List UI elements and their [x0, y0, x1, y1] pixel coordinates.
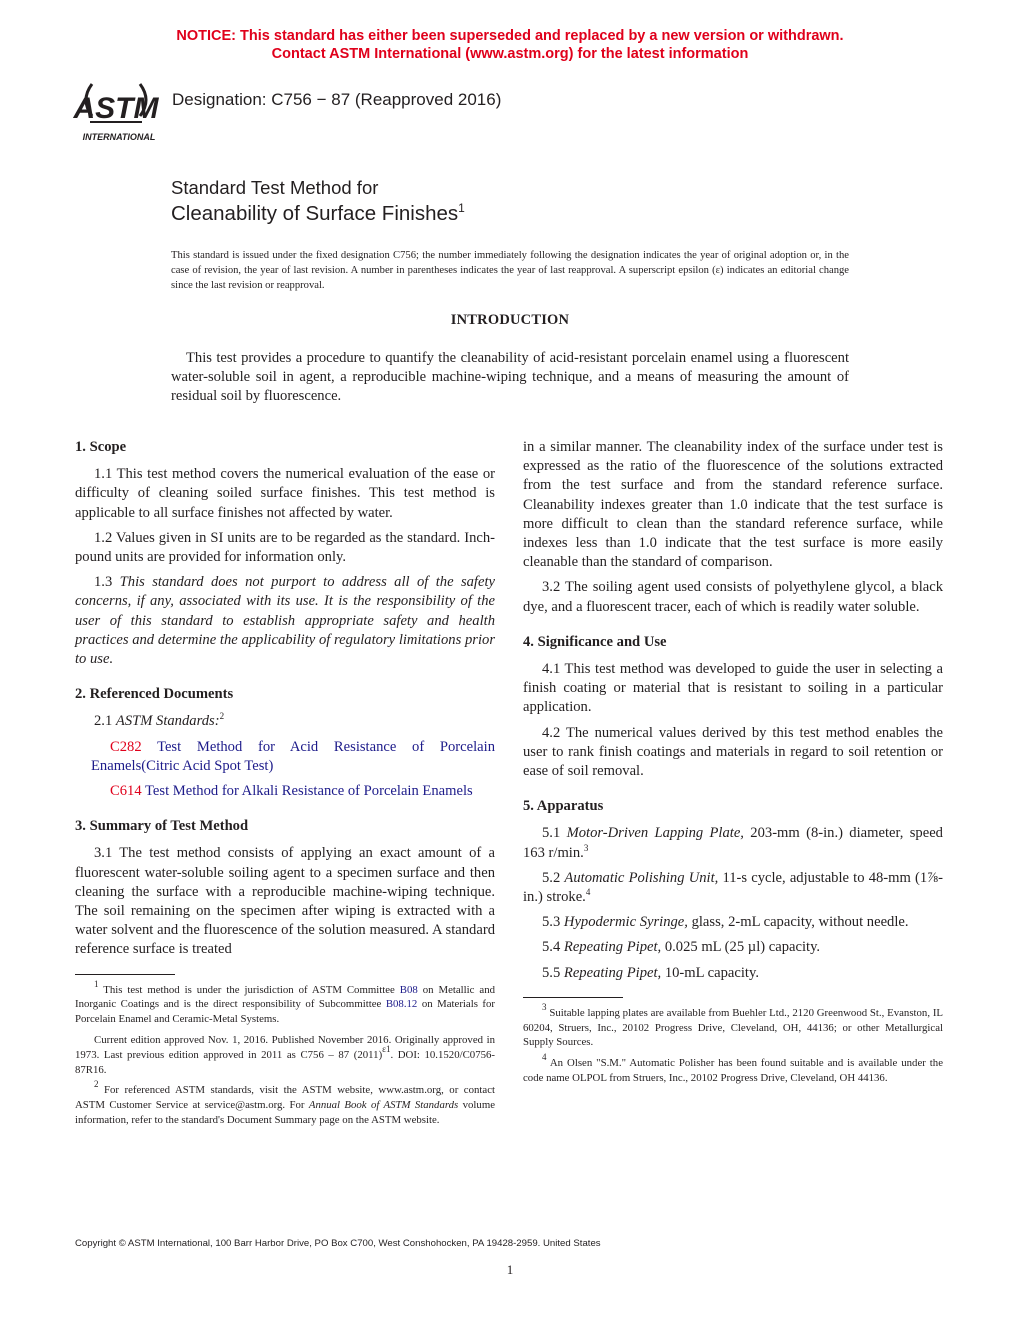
- reference-c282[interactable]: [75, 738, 495, 776]
- para-1-3: [75, 573, 495, 669]
- copyright-line: Copyright © ASTM International, 100 Barr Harbor Drive, PO Box C700, West Conshohocken, PA 19428-2959. United States: [75, 1238, 601, 1249]
- right-column: [523, 438, 943, 1092]
- logo-wordmark: ASTM: [73, 92, 159, 125]
- footnote-mark-4: 4: [585, 887, 591, 898]
- fn3-mark: 3: [542, 1001, 547, 1012]
- footnote-edition: [75, 1033, 495, 1077]
- section-1-heading: 1. Scope: [75, 439, 127, 455]
- issued-note: This standard is issued under the fixed designation C756; the number immediately following the designation indicates the year of original adoption or, in the case of revision, the year of last revision. A number in parentheses indicates the year of last reapproval. A superscript epsilon (ε) indicates an editorial change since the last revision or reapproval.: [171, 250, 849, 291]
- footnote-1: [75, 978, 496, 1027]
- item-num: 5.1: [542, 825, 561, 842]
- item-num: 5.4: [542, 939, 561, 956]
- apparatus-item-5-5: [523, 964, 943, 983]
- edition-doi: . DOI: 10.1520/C0756-87R16.: [75, 1048, 495, 1076]
- para-4-1: 4.1 This test method was developed to guide the user in selecting a finish coating or material that is resistant to soiling in a particular application.: [523, 661, 943, 716]
- item-text: 0.025 mL (25 µl) capacity.: [664, 939, 821, 956]
- fn1-text-a: This test method is under the jurisdiction of ASTM Committee: [103, 983, 395, 996]
- item-text: 203-mm (8-in.) diameter, speed 163 r/min.: [523, 825, 943, 861]
- section-5-heading: 5. Apparatus: [523, 798, 604, 815]
- fn2-annual-book: Annual Book of ASTM Standards: [308, 1099, 459, 1112]
- apparatus-item-5-2: [523, 869, 943, 907]
- para-1-1: 1.1 This test method covers the numerical evaluation of the ease or difficulty of cleaning soiled surface finishes. This test method is applicable to all surface finishes not affected by water.: [75, 466, 495, 521]
- committee-b08-link[interactable]: B08: [399, 983, 418, 996]
- subcommittee-b0812-link[interactable]: B08.12: [385, 998, 418, 1011]
- fn4-text: An Olsen "S.M." Automatic Polisher has been found suitable and is available under the code name OLPOL from Struers, Inc., 20102 Progress Drive, Cleveland, OH 44136.: [523, 1057, 943, 1085]
- introduction-heading: INTRODUCTION: [450, 312, 570, 328]
- apparatus-item-5-1: [523, 824, 943, 862]
- para-4-2: 4.2 The numerical values derived by this test method enables the user to rank finish coatings and materials in regard to soil retention or ease of soil removal.: [523, 724, 943, 780]
- section-2-heading: 2. Referenced Documents: [75, 686, 234, 703]
- para-1-3-num: 1.3: [94, 574, 113, 591]
- fn2-mark: 2: [94, 1079, 99, 1090]
- item-name: Motor-Driven Lapping Plate,: [566, 825, 744, 842]
- reference-code[interactable]: C614: [110, 783, 142, 800]
- item-text: 10-mL capacity.: [664, 964, 759, 981]
- para-3-1: 3.1 The test method consists of applying an exact amount of a fluorescent water-soluble soiling agent to a specimen surface and then cleaning the surface with a reproducible machine-wiping technique. The soil remaining on the specimen after wiping is extracted with a water solvent and the fluorescence of the solution measured. A standard reference surface is treated: [75, 845, 495, 958]
- apparatus-item-5-4: [523, 938, 943, 957]
- para-3-2: 3.2 The soiling agent used consists of polyethylene glycol, a black dye, and a fluorescent tracer, each of which is readily water soluble.: [523, 579, 943, 615]
- para-2-1: [75, 712, 495, 731]
- apparatus-item-5-3: [523, 913, 943, 932]
- page-number: 1: [506, 1262, 514, 1277]
- item-text: glass, 2-mL capacity, without needle.: [691, 914, 909, 931]
- item-name: Repeating Pipet,: [563, 939, 662, 956]
- fn4-mark: 4: [542, 1052, 547, 1063]
- left-column: [75, 438, 495, 1134]
- reference-code[interactable]: C282: [110, 738, 142, 755]
- title-footnote-mark: 1: [458, 201, 465, 215]
- item-num: 5.3: [542, 914, 561, 931]
- para-2-1-num: 2.1: [94, 713, 113, 730]
- introduction-body: This test provides a procedure to quantify the cleanability of acid-resistant porcelain enamel using a fluorescent water-soluble soil in agent, a reproducible machine-wiping technique, and a means of measuring the amount of residual soil by fluorescence.: [171, 350, 849, 405]
- designation: Designation: C756 − 87 (Reapproved 2016): [172, 90, 502, 109]
- item-num: 5.2: [542, 869, 561, 886]
- fn2-text-a: For referenced ASTM standards, visit the ASTM website, www.astm.org, or contact ASTM Customer Service at service@astm.org. For: [75, 1084, 495, 1112]
- item-name: Repeating Pipet,: [563, 964, 662, 981]
- reference-c614[interactable]: [75, 782, 495, 801]
- fn1-mark: 1: [94, 978, 99, 989]
- document-title: [171, 175, 465, 227]
- notice-line-1: NOTICE: This standard has either been superseded and replaced by a new version or withdrawn.: [176, 28, 844, 44]
- para-1-3-text: This standard does not purport to address all of the safety concerns, if any, associated with its use. It is the responsibility of the user of this standard to establish appropriate safety and health practices and determine the applicability of regulatory limitations prior to use.: [75, 574, 495, 668]
- title-line-2: [171, 201, 465, 227]
- fn2-text-b: volume information, refer to the standard's Document Summary page on the ASTM website.: [75, 1099, 496, 1127]
- footnote-3: [523, 1001, 944, 1050]
- astm-logo-icon: [72, 72, 164, 144]
- edition-epsilon-mark: ε1: [382, 1043, 391, 1054]
- footnote-mark-3: 3: [583, 842, 589, 853]
- fn1-text-c: on Materials for Porcelain Enamel and Ceramic-Metal Systems.: [75, 998, 496, 1026]
- item-text: 11-s cycle, adjustable to 48-mm (1⅞-in.) stroke.: [523, 869, 943, 906]
- item-name: Automatic Polishing Unit,: [564, 869, 719, 886]
- section-4-heading: 4. Significance and Use: [523, 633, 667, 650]
- supersede-notice: [0, 27, 1020, 63]
- para-3-1-continued: in a similar manner. The cleanability index of the surface under test is expressed as the ratio of the fluorescence of the solutions extracted from the test surface and from the standard reference surface. Cleanability indexes greater than 1.0 indicate that the test surface is more difficult to clean than the standard reference surface, while indexes less than 1.0 indicate that the test surface is more easily cleanable than the standard of comparison.: [523, 439, 943, 571]
- edition-text: Current edition approved Nov. 1, 2016. Published November 2016. Originally approved in 1973. Last previous edition approved in 2011 as C756 – 87 (2011): [75, 1034, 495, 1061]
- footnote-mark-2: 2: [219, 711, 225, 722]
- footnote-divider: [75, 974, 175, 975]
- title-text: Cleanability of Surface Finishes: [171, 202, 459, 225]
- item-name: Hypodermic Syringe,: [563, 914, 688, 931]
- notice-line-2: Contact ASTM International (www.astm.org) for the latest information: [271, 46, 749, 62]
- reference-title-link[interactable]: Test Method for Acid Resistance of Porcelain Enamels(Citric Acid Spot Test): [91, 738, 495, 774]
- item-num: 5.5: [542, 964, 561, 981]
- fn3-text: Suitable lapping plates are available from Buehler Ltd., 2120 Greenwood St., Evanston, IL 60204, Struers, Inc., 20102 Progress Drive, Cleveland, OH, 44136; or other Metallurgical Supply Sources.: [523, 1006, 944, 1049]
- footnote-2: [75, 1079, 496, 1127]
- astm-standards-label: ASTM Standards:: [115, 713, 220, 730]
- reference-title-link[interactable]: Test Method for Alkali Resistance of Porcelain Enamels: [145, 783, 473, 800]
- para-1-2: 1.2 Values given in SI units are to be regarded as the standard. Inch-pound units are provided for information only.: [75, 529, 495, 566]
- section-3-heading: 3. Summary of Test Method: [75, 818, 249, 835]
- logo-subtext: INTERNATIONAL: [82, 132, 156, 142]
- fn1-text-b: on Metallic and Inorganic Coatings and is the direct responsibility of Subcommittee: [75, 983, 495, 1011]
- footnote-divider: [523, 997, 623, 998]
- title-line-1: Standard Test Method for: [171, 177, 379, 198]
- footnote-4: [523, 1052, 943, 1086]
